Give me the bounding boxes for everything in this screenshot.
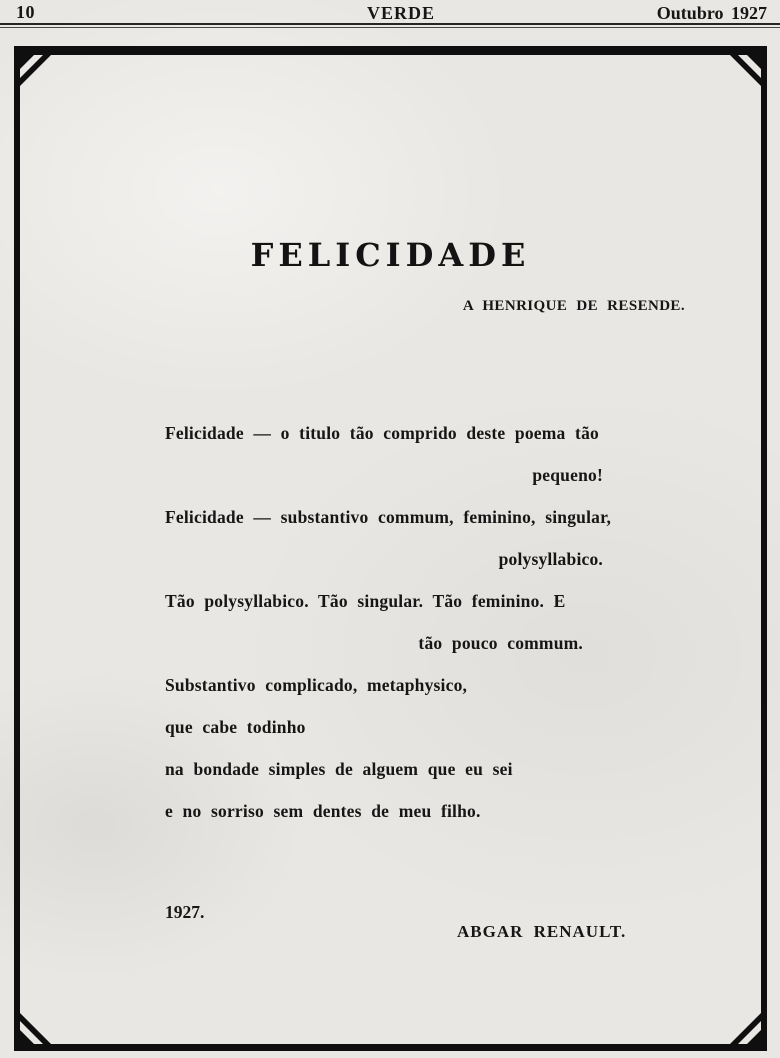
poem-line: Felicidade — o titulo tão comprido deste poema tão	[165, 423, 599, 443]
corner-ornament-bottom-left-icon	[20, 1008, 56, 1044]
poem-line: na bondade simples de alguem que eu sei	[165, 759, 513, 779]
poem-author: ABGAR RENAULT.	[457, 922, 627, 941]
decorative-border-frame	[14, 46, 767, 1051]
header-rule-bottom	[0, 27, 780, 28]
corner-ornament-top-left-icon	[20, 55, 56, 91]
poem-dedication: A HENRIQUE DE RESENDE.	[462, 298, 685, 314]
header-rule-top	[0, 23, 780, 25]
page-number: 10	[16, 2, 35, 22]
poem-line: tão pouco commum.	[418, 633, 583, 653]
corner-ornament-bottom-right-icon	[725, 1008, 761, 1044]
poem-year: 1927.	[165, 902, 205, 922]
poem-body	[165, 424, 625, 844]
poem-line: que cabe todinho	[165, 717, 306, 737]
corner-ornament-top-right-icon	[725, 55, 761, 91]
poem-line: Tão polysyllabico. Tão singular. Tão feminino. E	[165, 591, 566, 611]
poem-line: pequeno!	[532, 465, 603, 485]
journal-title: VERDE	[366, 3, 435, 23]
poem-line: e no sorriso sem dentes de meu filho.	[165, 801, 481, 821]
poem-line: Substantivo complicado, metaphysico,	[165, 675, 468, 695]
poem-line: polysyllabico.	[498, 549, 603, 569]
issue-date: Outubro 1927	[656, 3, 767, 23]
poem-line: Felicidade — substantivo commum, feminino, singular,	[165, 507, 612, 527]
poem-title: FELICIDADE	[250, 236, 531, 274]
